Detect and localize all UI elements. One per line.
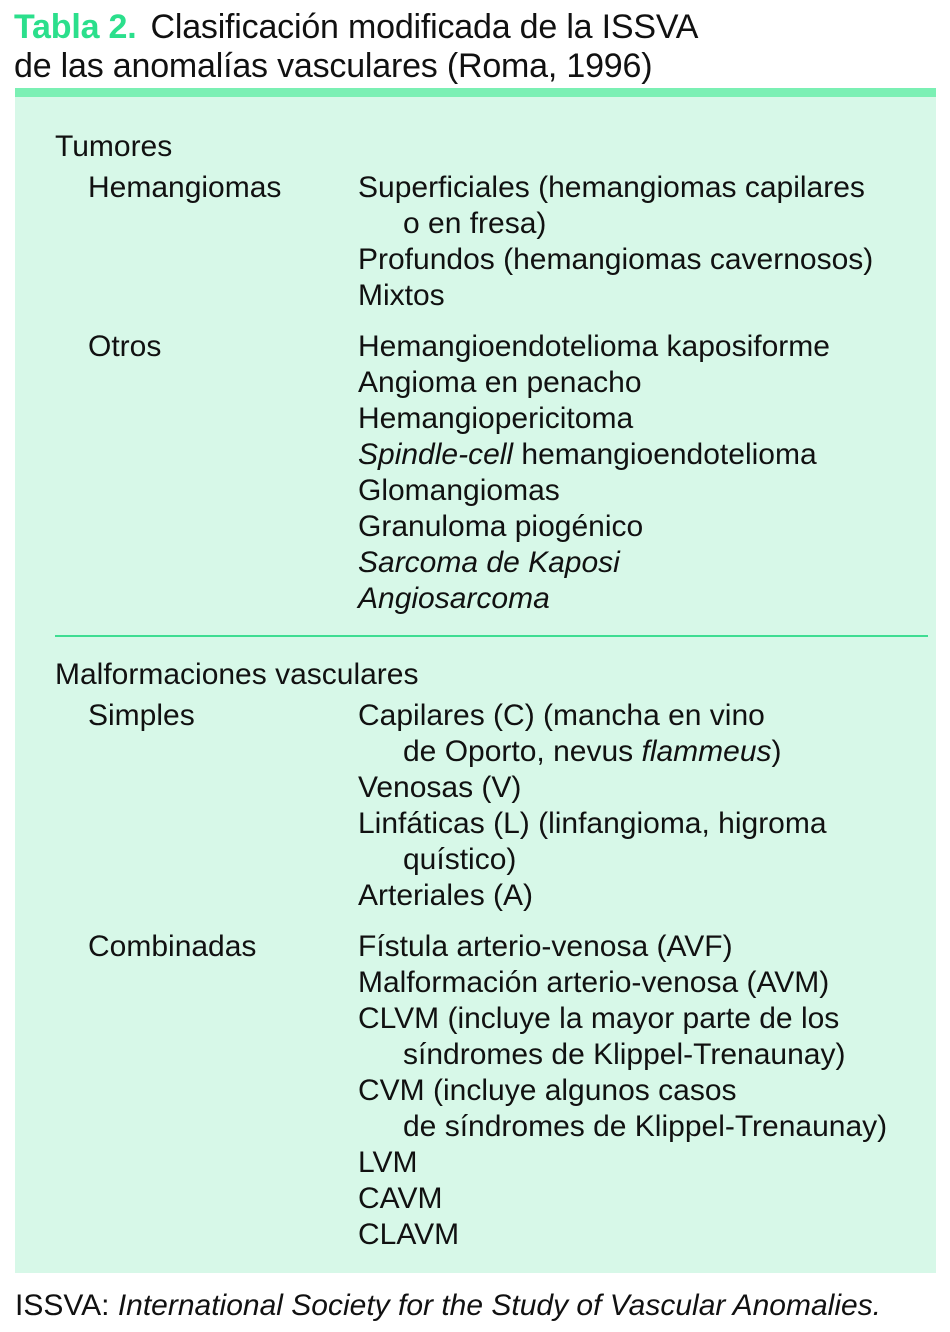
item-line xyxy=(358,698,936,734)
italic-term: flammeus xyxy=(641,735,772,768)
item-line xyxy=(358,509,936,545)
term: Profundos (hemangiomas cavernosos) xyxy=(358,243,874,276)
item-line xyxy=(358,965,936,1001)
term: Linfáticas (L) (linfangioma, higroma xyxy=(358,807,827,840)
item-line xyxy=(358,1145,936,1181)
term: Fístula arterio-venosa (AVF) xyxy=(358,930,733,963)
item-line xyxy=(358,806,936,842)
item-line xyxy=(358,206,936,242)
table-row xyxy=(55,170,936,314)
footnote-abbr: ISSVA: xyxy=(15,1289,118,1322)
term: CLAVM xyxy=(358,1218,460,1251)
term: o en fresa) xyxy=(403,207,547,240)
item-line xyxy=(358,1001,936,1037)
item-line xyxy=(358,1037,936,1073)
items-cell xyxy=(358,170,936,314)
item-line xyxy=(358,1181,936,1217)
term: Angioma en penacho xyxy=(358,366,642,399)
category-cell: Combinadas xyxy=(88,930,257,963)
section-header: Malformaciones vasculares xyxy=(55,658,419,691)
term: hemangioendotelioma xyxy=(513,438,817,471)
term: CVM (incluye algunos casos xyxy=(358,1074,737,1107)
item-line xyxy=(358,437,936,473)
items-cell xyxy=(358,698,936,914)
section-divider xyxy=(55,635,928,637)
item-line xyxy=(358,581,936,617)
term: Mixtos xyxy=(358,279,445,312)
table-footnote xyxy=(15,1289,950,1323)
item-line xyxy=(358,365,936,401)
term: de síndromes de Klippel-Trenaunay) xyxy=(403,1110,888,1143)
item-line xyxy=(358,329,936,365)
item-line xyxy=(358,545,936,581)
items-cell xyxy=(358,929,936,1253)
term: CLVM (incluye la mayor parte de los xyxy=(358,1002,840,1035)
italic-term: Angiosarcoma xyxy=(358,582,550,615)
item-line xyxy=(358,929,936,965)
term: Venosas (V) xyxy=(358,771,522,804)
section-header: Tumores xyxy=(55,130,173,163)
item-line xyxy=(358,278,936,314)
category-cell: Simples xyxy=(88,699,195,732)
italic-term: Spindle-cell xyxy=(358,438,514,471)
term: Malformación arterio-venosa (AVM) xyxy=(358,966,830,999)
term: LVM xyxy=(358,1146,418,1179)
term: CAVM xyxy=(358,1182,443,1215)
item-line xyxy=(358,1109,936,1145)
item-line xyxy=(358,734,936,770)
table-top-accent-bar xyxy=(15,88,936,97)
term: Granuloma piogénico xyxy=(358,510,644,543)
category-cell: Otros xyxy=(88,330,162,363)
item-line xyxy=(358,170,936,206)
item-line xyxy=(358,1073,936,1109)
table-row xyxy=(55,929,936,1253)
item-line xyxy=(358,1217,936,1253)
item-line xyxy=(358,242,936,278)
footnote-expansion: International Society for the Study of Vascular Anomalies. xyxy=(117,1289,882,1322)
table-number-label: Tabla 2. xyxy=(14,8,137,46)
term: Arteriales (A) xyxy=(358,879,534,912)
item-line xyxy=(358,878,936,914)
term: Superficiales (hemangiomas capilares xyxy=(358,171,865,204)
item-line xyxy=(358,401,936,437)
item-line xyxy=(358,473,936,509)
table-row xyxy=(55,329,936,617)
term: quístico) xyxy=(403,843,517,876)
italic-term: Sarcoma de Kaposi xyxy=(358,546,620,579)
item-line xyxy=(358,770,936,806)
table-caption-line2: de las anomalías vasculares (Roma, 1996) xyxy=(14,47,653,85)
table-row xyxy=(55,698,936,914)
items-cell xyxy=(358,329,936,617)
term: síndromes de Klippel-Trenaunay) xyxy=(403,1038,846,1071)
table-caption-line1: Clasificación modificada de la ISSVA xyxy=(150,8,699,46)
table-title xyxy=(14,8,950,86)
term: Hemangiopericitoma xyxy=(358,402,634,435)
category-cell: Hemangiomas xyxy=(88,171,282,204)
term: Hemangioendotelioma kaposiforme xyxy=(358,330,830,363)
term: de Oporto, nevus xyxy=(403,735,642,768)
term: Capilares (C) (mancha en vino xyxy=(358,699,765,732)
term: Glomangiomas xyxy=(358,474,560,507)
term: ) xyxy=(771,735,782,768)
item-line xyxy=(358,842,936,878)
classification-table xyxy=(15,97,936,1273)
